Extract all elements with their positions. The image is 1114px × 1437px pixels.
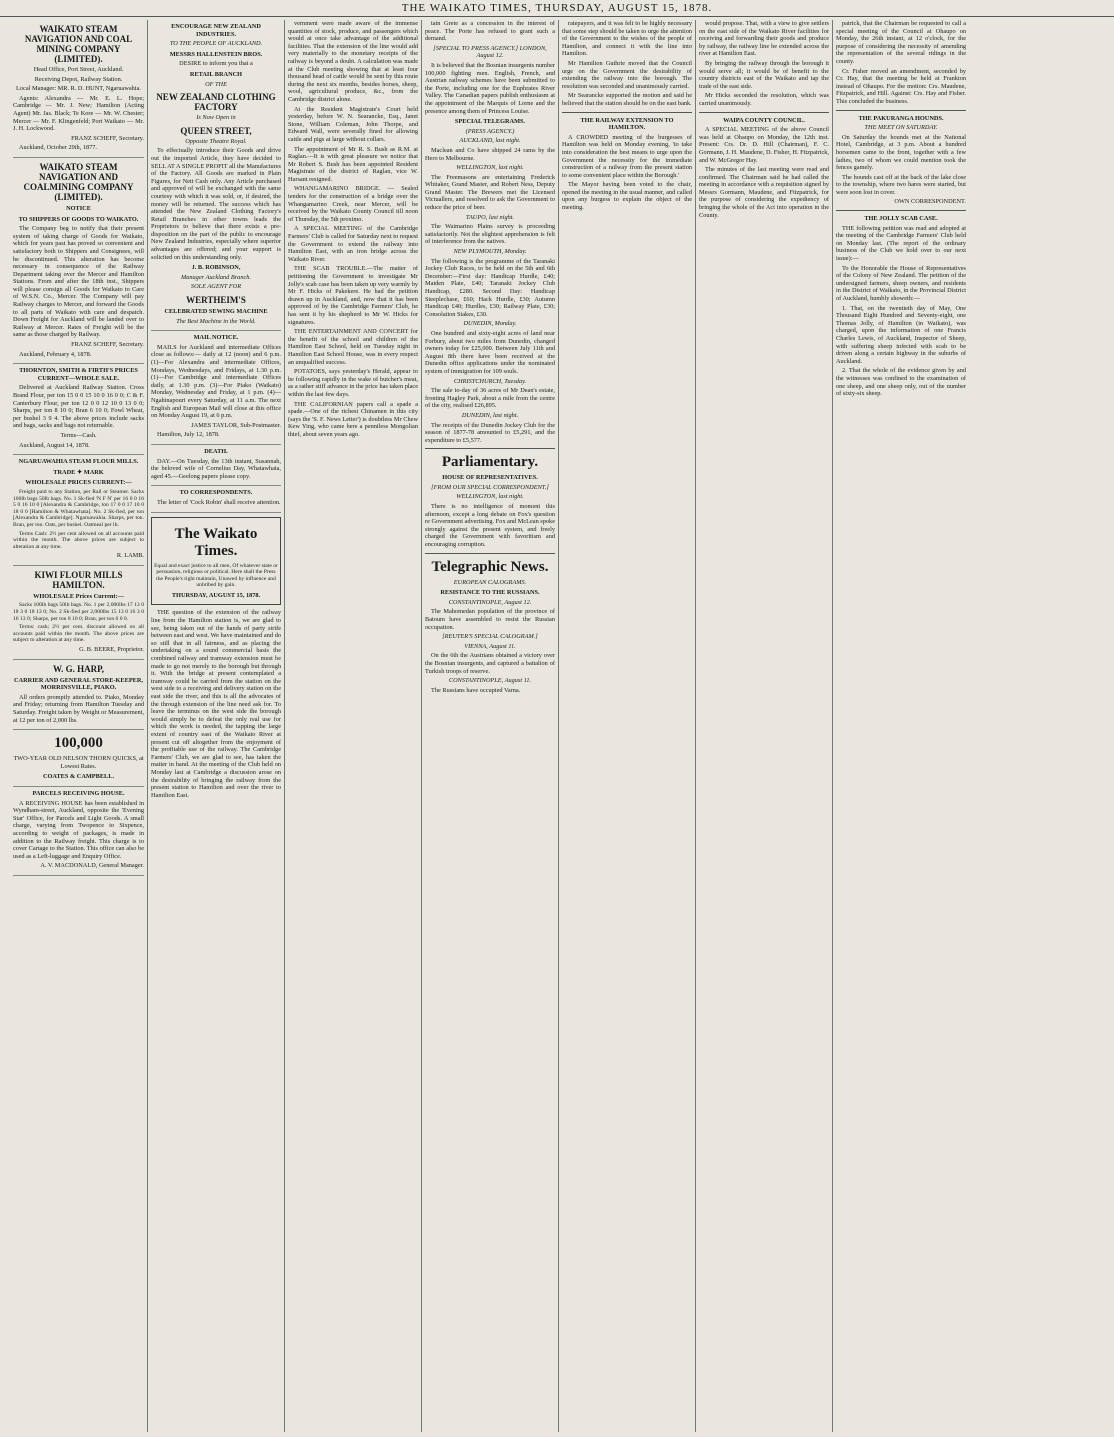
- article-paragraph: The Mayor having been voted to the chair, opened the meeting in the usual manner, and called upon any burgess to explain the object of the meeting.: [562, 181, 692, 212]
- dateline: CONSTANTINOPLE, August 12.: [448, 598, 532, 606]
- leader-article: THE question of the extension of the railway line from the Hamilton station is, we are glad to see, being taken out of the hands of party strife between east and west. We have maintained and do so still that in all fairness, and as placing the undertaking on a sound commercial basis the combined railway and tramway extension must be made to go not merely to the borough but through it. With the bridge at present contemplated a tramway could be carried from the station on the west side to a receiving and delivery station on the east side the river, and this is all the advocates of the through extension of the line need ask for. To leave the terminus on the west side the borough would simply be to defeat the only real use for which the work is needed, the tapping the large extent of country east of the Waikato River at present cut off altogether from the enjoyment of the profitable use of the railway. The Cambridge Farmers' Club, we are glad to see, has taken the matter in hand. At the meeting of the Club held on Monday last at Cambridge a discussion arose on the desirability of bringing the railway from the present station to Hamilton and over the river to Hamilton East.: [151, 609, 281, 799]
- ad-depot: Receiving Depot, Railway Station.: [34, 75, 123, 83]
- ad-celebrated: CELEBRATED SEWING MACHINE: [164, 308, 268, 316]
- corr-title: TO CORRESPONDENTS.: [179, 489, 253, 497]
- ad-retail: RETAIL BRANCH: [189, 70, 243, 78]
- column-1: [10, 20, 147, 1432]
- article-paragraph: The minutes of the last meeting were read and confirmed. The Chairman said he had called the meeting in accordance with a requisition signed by Messrs Gormann, Maudene, and Fitzpatrick, for the purpose of considering the expediency of bringing the whole of the Act into operation in the County.: [699, 166, 829, 219]
- dateline: DUNEDIN, Monday.: [463, 320, 517, 328]
- article-paragraph: The Mahomedan population of the province of Batoum have assembled to resist the Russian occupation.: [425, 608, 555, 631]
- ad-kiwi-mills: [13, 570, 144, 660]
- ad-body: All orders promptly attended to. Piako, Monday and Friday; returning from Hamilton Tuesday and Saturday. Freight taken by Weight or Measurement, at 12 per ton of 2,000 lbs.: [13, 693, 144, 724]
- ad-queen: QUEEN STREET,: [180, 125, 252, 136]
- section-sub: RESISTANCE TO THE RUSSIANS.: [440, 589, 540, 597]
- paper-title: The Waikato Times.: [174, 525, 258, 559]
- ad-of: OF THE: [205, 80, 227, 88]
- ad-body: Sacks 100lb bags 50lb bags. No. 1 per 2,000lbs 17 13 0 18 3 0 18 13 0; No. 2 Sk-fied per 2,000lbs 15 13 0 16 3 0 16 13 0; Sharps, per ton 8 10 0; Bran, per ton 6 0 0.: [13, 602, 144, 622]
- ad-title: WAIKATO STEAM NAVIGATION AND COAL MINING COMPANY (LIMITED).: [24, 24, 133, 64]
- article-paragraph: By bringing the railway through the borough it would serve all; it would be of benefit to the country districts east of the Waikato and tap the trade of the east side.: [699, 59, 829, 90]
- corr-body: The letter of 'Cock Robin' shall receive attention.: [157, 498, 281, 506]
- ad-robinson-sub: Manager Auckland Branch.: [180, 273, 251, 281]
- article-paragraph: On the 6th the Austrians obtained a victory over the Bosnian insurgents, and captured a battalion of Turkish troops of reserve.: [425, 652, 555, 675]
- article-paragraph: The following is the programme of the Taranaki Jockey Club Races, to be held on the 5th and 6th December:—First day: Handicap Hurdle, £40; Maiden Plate, £40; Taranaki Jockey Club Handicap, £280. Second Day: Handicap Steeplechase, £60; Hack Hurdle, £30; Autumn Handicap £40; Hurdles, £30; Railway Plate, £30; Consolation Stakes, £30.: [425, 257, 555, 318]
- ad-signature: A. V. MACDONALD, General Manager.: [40, 862, 144, 870]
- ad-body: Delivered at Auckland Railway Station. Cross Brand Flour, per ton 15 0 0 15 10 0 16 0 0; C & F. Canterbury Flour, per ton 12 0 0 12 10 0 13 0 0; Sharps, per ton 8 10 0; Bran 6 10 0; Fowl Wheat, per bushel 3 9 4. The above prices include sacks and bags, sacks and bags not returnable.: [13, 384, 144, 430]
- mail-date: Hamilton, July 12, 1878.: [157, 431, 220, 439]
- ad-terms: Terms: cash; 2½ per cent. discount allowed on all accounts paid within the month. The above prices are subject to alteration at any time.: [13, 624, 144, 644]
- ad-nz: NEW ZEALAND CLOTHING FACTORY: [156, 92, 276, 113]
- ad-ngaruawahia-mills: [13, 458, 144, 566]
- ad-best: The Best Machine in the World.: [176, 317, 256, 325]
- ad-signature: G. B. BEERE, Proprietor.: [79, 646, 144, 654]
- ad-parcels: [13, 790, 144, 876]
- death-body: DAY.—On Tuesday, the 13th instant, Susannah, the beloved wife of Cornelius Day, Whatawhata, aged 45.—Geelong papers please copy.: [151, 457, 281, 480]
- ad-harp: [13, 664, 144, 731]
- divider: [836, 110, 966, 111]
- columns: [10, 20, 1106, 1432]
- ad-manager: Local Manager: MR. R. D. HUNT, Ngaruawahia.: [16, 85, 141, 93]
- ad-date: Auckland, February 4, 1878.: [19, 350, 92, 358]
- divider: [836, 210, 966, 211]
- ad-steam-navigation-2: [13, 162, 144, 364]
- paper-motto: Equal and exact justice to all men, Of whatever state or persuasion, religious or political. Here shall the Press the People's right maintain, Unawed by influence and unbribed by gain.: [154, 562, 278, 589]
- ad-agents: Agents: Alexandra — Mr. E. L. Hope; Cambridge — Mr. J. New; Hamilton (Acting Agent) Mr. Jas. Black; Te Kore — Mr. W. Chester; Mercer — Mr. F. Klingenfeld; Port Waikato — Mr. J. H. Lockwood.: [13, 94, 144, 133]
- article-paragraph: A CROWDED meeting of the burgesses of Hamilton was held on Monday evening, 'to take into consideration the best means to urge upon the Government the necessity for the immediate construction of a railway from the present station to some convenient place within the Borough.': [562, 133, 692, 179]
- column-3: [284, 20, 421, 1432]
- ad-firm: MESSRS HALLENSTEIN BROS.: [169, 50, 263, 58]
- section-heading: WAIPA COUNTY COUNCIL.: [723, 116, 805, 124]
- article-paragraph: POTATOES, says yesterday's Herald, appear to be following rapidly in the wake of butcher's meat, as a rather stiff advance in the price has taken place within the last few days.: [288, 368, 418, 398]
- ad-office: Head Office, Port Street, Auckland.: [33, 66, 124, 73]
- ad-open: Is Now Open in: [196, 114, 236, 122]
- section-sub: HOUSE OF REPRESENTATIVES.: [442, 474, 538, 482]
- dateline: AUCKLAND, last night.: [459, 137, 521, 145]
- column-2: [147, 20, 284, 1432]
- article-paragraph: 1. That, on the twentieth day of May, One Thousand Eight Hundred and Seventy-eight, one Thomas Jolly, of Hamilton (in Waikato), was charged, upon the information of one Francis Charles Lewis, of Auckland, Inspector of Sheep, with suffering sheep infected with scab to be driven along a certain highway in the suburbs of Auckland.: [836, 304, 966, 365]
- article-paragraph: WHANGAMARINO BRIDGE. — Sealed tenders for the construction of a bridge over the Whangamarino Creek, near Mercer, will be received by the Waikato County Council till noon of Thursday, the 5th proximo.: [288, 185, 418, 223]
- ad-signature: R. LAMB.: [116, 552, 144, 560]
- article-paragraph: vernment were made aware of the immense quantities of stock, produce, and passengers which would at once take advantage of the additional facilities. That the extension of the line would add very materially to the monetary receipts of the railway is beyond a doubt. A calculation was made at the Club meeting showing that at least four thousand head of cattle would be sent by this route during the next six months, besides horses, sheep, wool, agricultural produce, &c., from the Cambridge district alone.: [288, 20, 418, 103]
- ad-sole: SOLE AGENT FOR: [190, 283, 242, 291]
- article-paragraph: would propose. That, with a view to give settlers on the east side of the Waikato River facilities for receiving and forwarding their goods and produce by railway, the railway line be extended across the river at Hamilton East.: [699, 20, 829, 58]
- article-paragraph: THE SCAB TROUBLE.—The matter of petitioning the Government to investigate Mr Jolly's scab case has been taken up very warmly by Mr F. Hicks of Pakekere. He had the petition drawn up in Auckland, and, now that it has been approved of by the Cambridge Farmers' Club, he has sent it by his shepherd to Mr W. Hicks for signatures.: [288, 265, 418, 326]
- article-paragraph: tain Grete as a concession in the interest of peace. The Porte has refused to grant such a demand.: [425, 20, 555, 43]
- ad-prices: WHOLESALE PRICES CURRENT:—: [25, 479, 132, 487]
- dateline: DUNEDIN, last night.: [461, 411, 519, 419]
- ad-hallenstein: [151, 23, 281, 331]
- ad-to: TO SHIPPERS OF GOODS TO WAIKATO.: [18, 215, 139, 223]
- ad-title: THORNTON, SMITH & FIRTH'S PRICES CURRENT—WHOLE SALE.: [19, 367, 138, 382]
- byline: OWN CORRESPONDENT.: [894, 198, 966, 206]
- ad-body: A RECEIVING HOUSE has been established in Wyndham-street, Auckland, opposite the 'Evening Star' Office, for Parcels and Light Goods. A small charge, varying from Twopence to Sixpence, according to weight of packages, is made in addition to the Railway freight. This charge is to cover Cartage to the Station. This office can also be used as a Left-luggage and Enquiry Office.: [13, 799, 144, 860]
- section-sub: THE MEET ON SATURDAY.: [864, 124, 938, 132]
- divider: [699, 112, 829, 113]
- ad-encourage: ENCOURAGE NEW ZEALAND INDUSTRIES.: [171, 23, 261, 38]
- article-paragraph: ratepayers, and it was felt to be highly necessary that some step should be taken to urge the attention of the Government to the wishes of the people of Hamilton, and connect it with the line into Hamilton.: [562, 20, 692, 58]
- article-paragraph: The receipts of the Dunedin Jockey Club for the season of 1877-78 amounted to £5,291, and the expenditure to £5,577.: [425, 421, 555, 444]
- ad-to: TO THE PEOPLE OF AUCKLAND.: [169, 40, 263, 48]
- article-paragraph: The appointment of Mr R. S. Bush as R.M. at Raglan.—It is with great pleasure we notice that Mr Robert S. Bush has been appointed Resident Magistrate of the district of Raglan, vice W. Harsant resigned.: [288, 145, 418, 183]
- ad-terms: Terms Cash: 2½ per cent allowed on all accounts paid within the month. The above prices are subject to alteration at any time.: [13, 530, 144, 550]
- ad-title: NGARUAWAHIA STEAM FLOUR MILLS.: [18, 458, 139, 466]
- dateline: WELLINGTON, last night.: [456, 164, 524, 172]
- article-paragraph: Cr. Fisher moved an amendment, seconded by Cr. Hay, that the meeting be held at Frankton instead of Ohaupo. For the motion: Crs. Maudene, Fitzpatrick, and Hill. Against: Crs. Hay and Fisher. This concluded the business.: [836, 67, 966, 105]
- masthead: THE WAIKATO TIMES, THURSDAY, AUGUST 15, 1878.: [0, 0, 1114, 17]
- article-paragraph: On Saturday the hounds met at the National Hotel, Cambridge, at 3 p.m. About a hundred horsemen came to the front, together with a few ladies, two of whom we could mention took the fences gamely.: [836, 133, 966, 172]
- correspondents: [151, 489, 281, 512]
- article-paragraph: To the Honorable the House of Representatives of the Colony of New Zealand. The petition of the undersigned farmers, sheep owners, and residents in the District of Waikato, in the Provincial District of Auckland, humbly showeth:—: [836, 264, 966, 302]
- ad-signature: FRANZ SCHEFF, Secretary.: [71, 134, 144, 142]
- section-heading: THE PAKURANGA HOUNDS.: [858, 114, 944, 122]
- ad-desire: DESIRE to inform you that a: [179, 60, 253, 68]
- ad-terms: Terms—Cash.: [60, 431, 97, 439]
- article-paragraph: It is believed that the Bosnian insurgents number 100,000 fighting men. English, French, and Austrian railway schemes have been submitted to the Porte, including one for the Euphrates River Valley. The Canadian papers publish enthusiasm at the appointment of the Marquis of Lorne and the presence among them of Princess Louise.: [425, 61, 555, 115]
- article-paragraph: The Waimarino Plains survey is proceeding satisfactorily. Not the slightest apprehension is felt of interference from the natives.: [425, 223, 555, 246]
- ad-date: Auckland, October 29th, 1877.: [19, 144, 97, 152]
- section-heading: THE RAILWAY EXTENSION TO HAMILTON.: [580, 116, 674, 132]
- ad-prices: WHOLESALE Prices Current:—: [33, 592, 124, 600]
- article-paragraph: THE ENTERTAINMENT AND CONCERT for the benefit of the school and children of the Hamilton East School, held on Tuesday night in Hamilton East School House, was in every respect an unqualified success.: [288, 328, 418, 366]
- article-paragraph: The Freemasons are entertaining Frederick Whitaker, Grand Master, and Robert Ness, Deputy Grand Master. The Brewers met the Licensed Victuallers, and resolved to ask the Government to reduce the price of beer.: [425, 173, 555, 212]
- dateline: [SPECIAL TO PRESS AGENCY.] LONDON, August 12.: [433, 44, 547, 60]
- article-paragraph: THE following petition was read and adopted at the meeting of the Cambridge Farmers' Club held on Monday last. (The report of the ordinary business of the Club we hold over to our next issue):—: [836, 224, 966, 263]
- paper-dateline: THURSDAY, AUGUST 15, 1878.: [171, 591, 261, 599]
- divider: [562, 112, 692, 113]
- divider: [425, 448, 555, 449]
- ad-big-number: 100,000: [54, 735, 103, 752]
- ad-coates: [13, 735, 144, 787]
- section-heading: THE JOLLY SCAB CASE.: [864, 215, 938, 223]
- section-heading: SPECIAL TELEGRAMS.: [454, 118, 526, 126]
- ad-thornton: [13, 367, 144, 455]
- dateline: CONSTANTINOPLE, August 11.: [448, 677, 532, 685]
- mail-body: MAILS for Auckland and intermediate Offices close as follows:— daily at 12 (noon) and 6 p.m. (1)—For Alexandra and intermediate Offices, Mondays, Wednesdays, and Fridays, at 1.30 p.m. (1)—For Cambridge and intermediate Offices daily, at 1.30 p.m. (3)—For Piako (Waikato) Monday, Wednesday and Friday, at 1 p.m. (4)—Ngahinapouri every Saturday, at 11 a.m. The next English and European Mail will close at this office on Monday August 19, at 6 p.m.: [151, 343, 281, 420]
- article-paragraph: A SPECIAL MEETING of the Cambridge Farmers' Club is called for Saturday next to request the Government to extend the railway into Hamilton East, with an iron bridge across the Waikato River.: [288, 225, 418, 263]
- section-heading-telegraphic: Telegraphic News.: [431, 558, 549, 575]
- trade-mark: TRADE ✦ MARK: [53, 468, 104, 476]
- death-title: DEATH.: [204, 447, 228, 455]
- article-paragraph: Mr Hicks seconded the resolution, which was carried unanimously.: [699, 92, 829, 107]
- ad-title: W. G. HARP,: [52, 663, 105, 674]
- article-paragraph: Mr Hamilton Guthrie moved that the Council urge on the Government the desirability of extending the railway into the borough. The resolution was seconded and unanimously carried.: [562, 59, 692, 90]
- article-paragraph: The sale to-day of 36 acres of Mr Dean's estate, fronting Hagley Park, about a mile from the centre of the city, realised £26,895.: [425, 387, 555, 410]
- section-sub: [FROM OUR SPECIAL CORRESPONDENT.]: [431, 483, 549, 491]
- dateline: CHRISTCHURCH, Tuesday.: [453, 377, 527, 385]
- ad-robinson: J. B. ROBINSON,: [191, 264, 241, 272]
- article-paragraph: At the Resident Magistrate's Court held yesterday, before W. N. Searancke, Esq., Janet Stone, William Coleman, John Thorpe, and Edward Wall, were severally fined for allowing cattle and pigs at large without collars.: [288, 105, 418, 143]
- ad-notice: NOTICE: [66, 204, 91, 212]
- ad-body: To effectually introduce their Goods and drive out the imported Article, they have decided to SELL AT A SINGLE PROFIT all the Manufactures of the Factory. All Goods are marked in Plain Figures, for Nett Cash only. Any Article purchased and approved of will be exchanged with the same courtesy with which it was sold, or, if desired, the money will be returned. The success which has attended the New Zealand Clothing Factory's Retail Branches in other towns leads the Proprietors to believe that there exists a pre-disposition on the part of the public to encourage New Zealand Industries, especially where superior advantages are offered; and your support is solicited on this understanding only.: [151, 147, 281, 261]
- dateline: WELLINGTON, last night.: [456, 493, 524, 501]
- dateline: VIENNA, August 11.: [464, 642, 516, 650]
- article-paragraph: patrick, that the Chairman be requested to call a special meeting of the Council at Ohaupo on Monday, the 26th instant, at 12 o'clock, for the purpose of considering the necessity of amending the representation of the several ridings in the county.: [836, 20, 966, 65]
- paper-title-block: [151, 517, 281, 606]
- article-paragraph: The Russians have occupied Varna.: [431, 686, 521, 694]
- column-4: [421, 20, 558, 1432]
- death-notice: [151, 448, 281, 486]
- ad-body: The Company beg to notify that their present system of taking charge of Goods for Waikato, which for years past has proved so convenient and satisfactory both to Shippers and Consignees, will be discontinued. This alteration has become necessary in consequence of the Railway Department taking over the Mercer and Hamilton Stations. From and after the 18th inst., Shippers will please consign all Goods for Waikato to Care of W.S.N. Co., Mercer. The Company will pay Railway charges to Mercer, and forward the Goods to all parts of Waikato with care and despatch. Down Freight for Auckland will be landed over to Railway at Mercer. Rates of Freight will be the same as those charged by Railway.: [13, 225, 144, 339]
- column-6: [695, 20, 832, 1432]
- section-heading-parliamentary: Parliamentary.: [441, 454, 539, 471]
- ad-signature: FRANZ SCHEFF, Secretary.: [71, 341, 144, 349]
- ad-title: WAIKATO STEAM NAVIGATION AND COALMINING COMPANY (LIMITED).: [23, 161, 134, 202]
- article-paragraph: One hundred and sixty-eight acres of land near Forbury, about two miles from Dunedin, changed owners today for £25,000. Between July 11th and August 8th there have been received at the Dunedin office applications under the nominated system of immigration for 109 souls.: [425, 329, 555, 375]
- ad-body: Freight paid to any Station, per Rail or Steamer. Sacks 100lb bags 50lb bags. No. 1 Sk-fied 'N F N' per 16 0 0 16 5 0 16 10 0 [Alexandra & Cambridge, ton 17 0 0 17 10 0 18 0 0 [Hamilton & Whatawhata]. No. 2 Sk-fied, per ton [Alexandra & Cambridge]. Ngaruawahia. Sharps, per ton. Bran, per ton. Oats, per bushel. Oatmeal per lb.: [13, 488, 144, 528]
- ad-wertheim: WERTHEIM'S: [186, 295, 246, 306]
- ad-steam-navigation-1: [13, 24, 144, 158]
- ad-opposite: Opposite Theatre Royal.: [185, 137, 247, 145]
- ad-name: COATES & CAMPBELL.: [42, 773, 115, 781]
- mail-signature: JAMES TAYLOR, Sub-Postmaster.: [191, 421, 281, 429]
- divider: [425, 553, 555, 554]
- ad-sub: CARRIER AND GENERAL STORE-KEEPER, MORRINSVILLE, PIAKO.: [14, 676, 143, 692]
- mail-notice: [151, 334, 281, 445]
- dateline: TAUPO, last night.: [465, 213, 515, 221]
- section-sub: [REUTER'S SPECIAL CALOGRAM.]: [442, 633, 538, 641]
- article-paragraph: The hounds cast off at the back of the lake close to the township, where two hares were started, but were soon lost in cover.: [836, 173, 966, 196]
- column-5: [558, 20, 695, 1432]
- ad-title: KIWI FLOUR MILLS HAMILTON.: [34, 569, 123, 590]
- section-sub: EUROPEAN CALOGRAMS.: [453, 578, 527, 586]
- ad-date: Auckland, August 14, 1878.: [19, 441, 90, 449]
- ad-title: PARCELS RECEIVING HOUSE.: [32, 789, 125, 797]
- article-paragraph: There is no intelligence of moment this afternoon, except a long debate on Fox's question re Government advertising. Fox and McLean spoke strongly against the present system, and freely charged the Government with favoritism and encouraging corruption.: [425, 503, 555, 549]
- column-7: [832, 20, 969, 1432]
- article-paragraph: THE CALIFORNIAN papers call a spade a spade.—One of the richest Chinamen in this city (says the 'S. F. News Letter') is doubtless Mr Chew Kew Ying, who came here a penniless Mongolian thief, about seven years ago.: [288, 400, 418, 438]
- article-paragraph: 2. That the whole of the evidence given by and the witnesses was confined to the examination of one sheep, and one sheep only, out of the number of sixty-six sheep.: [836, 367, 966, 398]
- section-sub: (PRESS AGENCY.): [465, 127, 515, 135]
- mail-title: MAIL NOTICE.: [193, 334, 239, 342]
- ad-sub: TWO-YEAR OLD NELSON THORN QUICKS, at Lowest Rates.: [13, 755, 144, 770]
- article-paragraph: A SPECIAL MEETING of the above Council was held at Ohaupo on Monday, the 12th inst. Present: Crs. Dr. D. Hill (Chairman), F. C. Gormann, J. H. Maudene, D. Fisher, H. Fitzpatrick, and W. McGregor Hay.: [699, 126, 829, 164]
- article-paragraph: Maclean and Co have shipped 24 rams by the Hero to Melbourne.: [425, 146, 555, 162]
- article-paragraph: Mr Searancke supported the motion and said he believed that the station should be on the east bank.: [562, 92, 692, 107]
- dateline: NEW PLYMOUTH, Monday.: [453, 248, 527, 256]
